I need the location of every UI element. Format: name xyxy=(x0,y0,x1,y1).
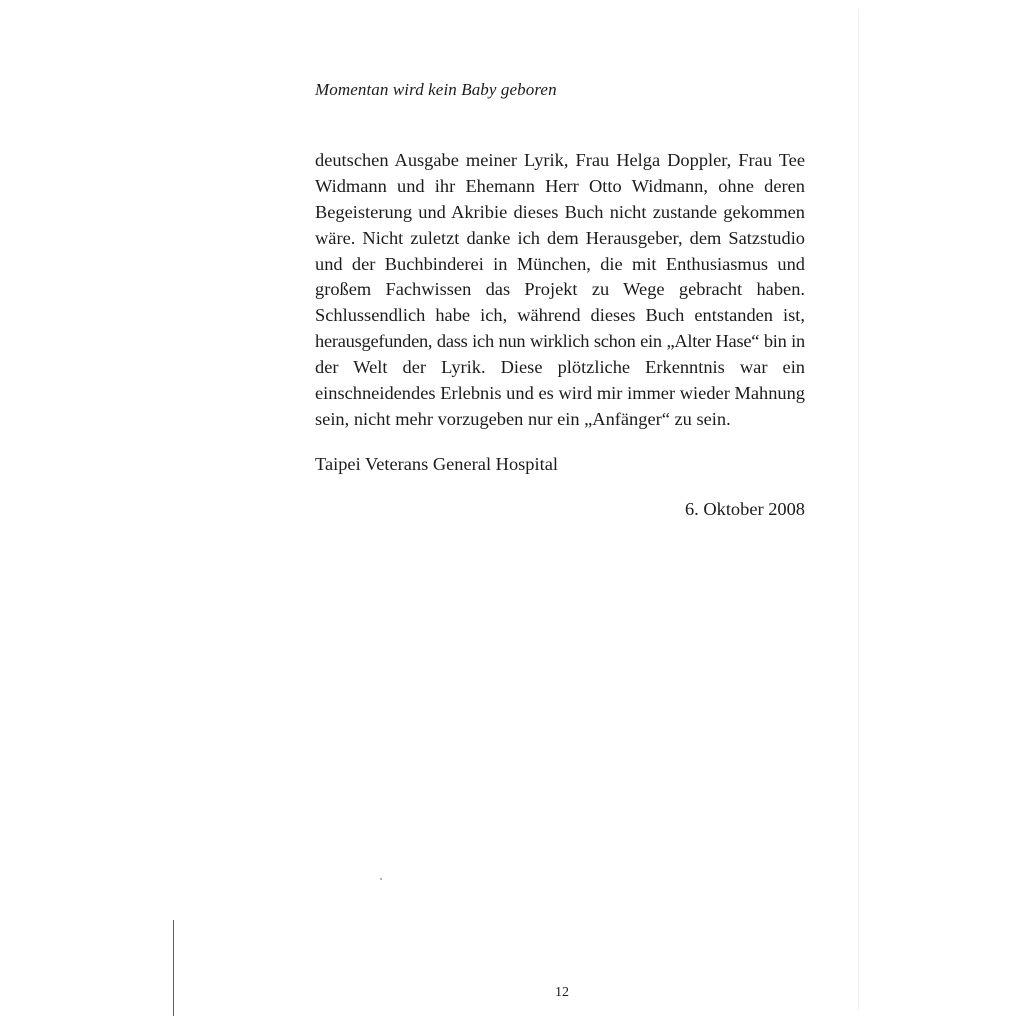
date-line: 6. Oktober 2008 xyxy=(684,499,805,519)
body-line: und der Buchbinderei in München, die mit Enthusiasmus und xyxy=(315,253,805,274)
running-head: Momentan wird kein Baby geboren xyxy=(315,80,557,99)
body-line: großem Fachwissen das Projekt zu Wege gebracht haben. xyxy=(315,279,805,300)
body-line: Begeisterung und Akribie dieses Buch nicht zustande gekommen xyxy=(315,201,805,222)
body-line: wäre. Nicht zuletzt danke ich dem Herausgeber, dem Satzstudio xyxy=(315,227,805,248)
body-line: sein, nicht mehr vorzugeben nur ein „Anfänger“ zu sein. xyxy=(315,408,731,429)
scan-speck xyxy=(380,878,382,880)
scan-edge-line xyxy=(173,920,174,1016)
body-paragraph xyxy=(315,148,805,433)
body-line: deutschen Ausgabe meiner Lyrik, Frau Helga Doppler, Frau Tee xyxy=(315,150,805,170)
body-line: der Welt der Lyrik. Diese plötzliche Erkenntnis war ein xyxy=(315,357,805,378)
scan-shadow-line xyxy=(858,10,859,1010)
body-line: einschneidendes Erlebnis und es wird mir immer wieder Mahnung xyxy=(315,383,805,404)
body-line: Widmann und ihr Ehemann Herr Otto Widmann, ohne deren xyxy=(315,175,805,196)
page-number: 12 xyxy=(555,985,569,1000)
place-line: Taipei Veterans General Hospital xyxy=(315,454,558,474)
body-line: Schlussendlich habe ich, während dieses Buch entstanden ist, xyxy=(315,305,805,326)
body-line: herausgefunden, dass ich nun wirklich schon ein „Alter Hase“ bin in xyxy=(315,331,805,352)
